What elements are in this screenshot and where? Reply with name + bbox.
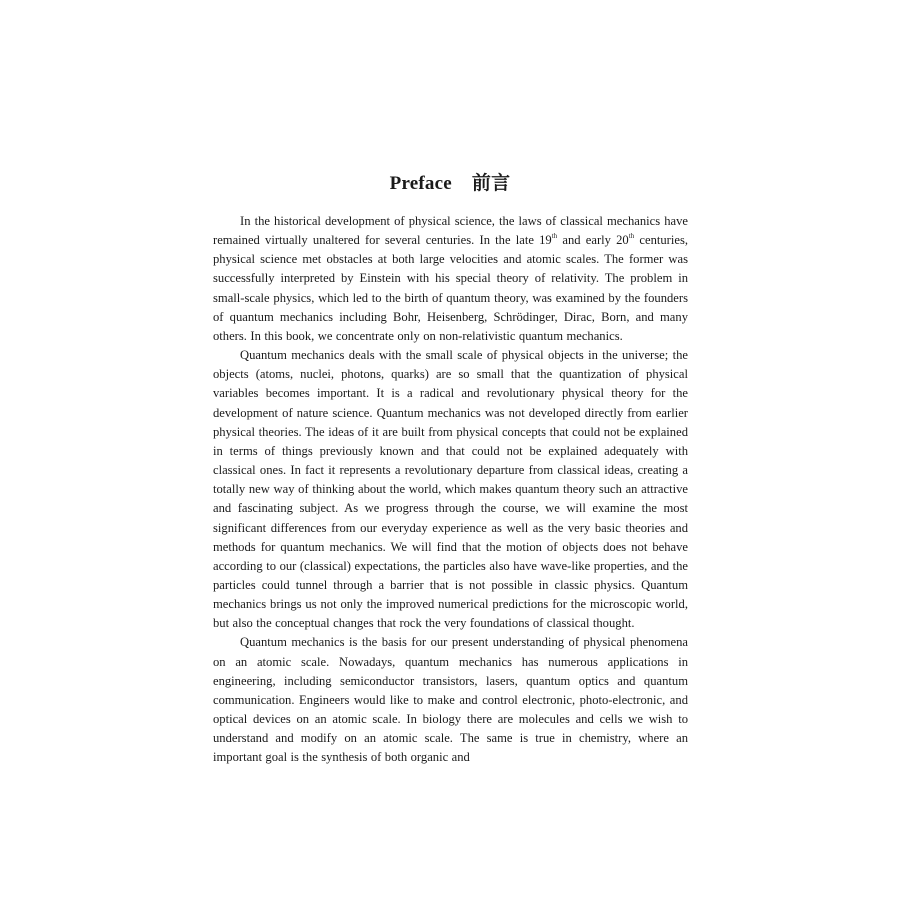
paragraph-3: Quantum mechanics is the basis for our present understanding of physical phenomena on an atomic scale. Nowadays, quantum mechanics has numerous applications in engineering, including semiconductor transistors, lasers, quantum optics and quantum communication. Engineers would like to make and control electronic, photo-electronic, and optical devices on an atomic scale. In biology there are molecules and cells we wish to understand and modify on an atomic scale. The same is true in chemistry, where an important goal is the synthesis of both organic and <box>213 635 688 765</box>
page-title <box>0 168 900 195</box>
superscript-th-20: th <box>628 231 635 240</box>
superscript-th-19: th <box>551 231 558 240</box>
page-title-english: Preface <box>389 173 452 194</box>
paragraph-2: Quantum mechanics deals with the small scale of physical objects in the universe; the objects (atoms, nuclei, photons, quarks) are so small that the quantization of physical variables becomes important. It is a radical and revolutionary physical theory for the development of nature science. Quantum mechanics was not developed directly from earlier physical theories. The ideas of it are built from physical concepts that could not be explained in terms of things previously known and that could not be explained adequately with classical ones. In fact it represents a revolutionary departure from classical ideas, creating a totally new way of thinking about the world, which makes quantum theory such an attractive and fascinating subject. As we progress through the course, we will examine the most significant differences from our everyday experience as well as the very basic theories and methods for quantum mechanics. We will find that the motion of objects does not behave according to our (classical) expectations, the particles also have wave-like properties, and the particles could tunnel through a barrier that is not possible in classic physics. Quantum mechanics brings us not only the improved numerical predictions for the microscopic world, but also the conceptual changes that rock the very foundations of classical thought. <box>213 348 688 631</box>
paragraph-1-part-a: In the historical development of physical science, the laws of classical mechanics have remained virtually unaltered for several centuries. In the late 19 <box>213 214 688 248</box>
preface-body <box>213 212 688 768</box>
paragraph-1-part-c: centuries, physical science met obstacles at both large velocities and atomic scales. The former was successfully interpreted by Einstein with his special theory of relativity. The problem in small-scale physics, which led to the birth of quantum theory, was examined by the founders of quantum mechanics including Bohr, Heisenberg, Schrödinger, Dirac, Born, and many others. In this book, we concentrate only on non-relativistic quantum mechanics. <box>213 233 688 343</box>
page-title-chinese: 前言 <box>471 173 511 194</box>
paragraph-1 <box>213 212 688 346</box>
paragraph-1-part-b: and early 20 <box>557 233 629 248</box>
